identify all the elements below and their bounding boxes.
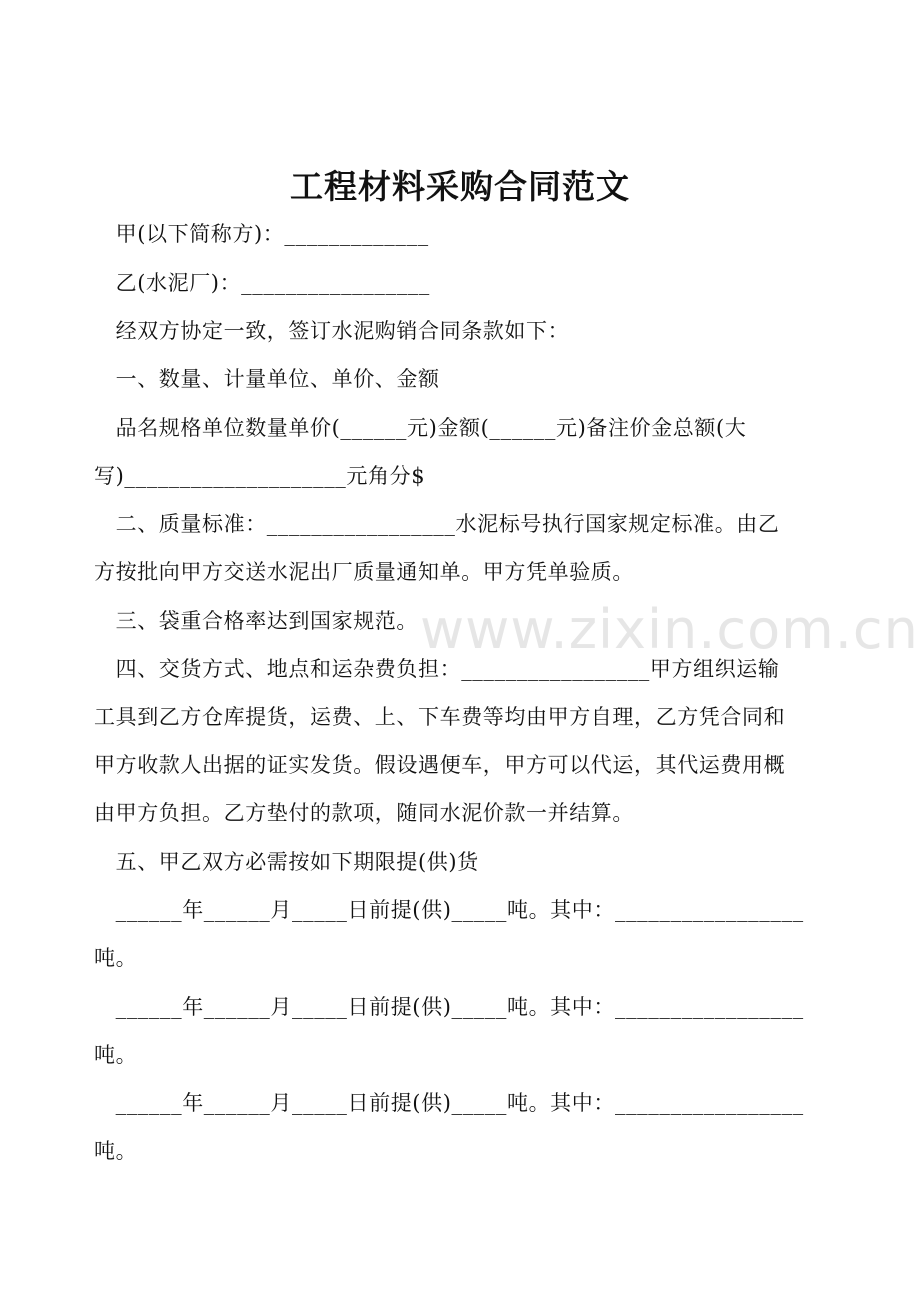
- party-b-line: 乙(水泥厂)：_________________: [94, 271, 430, 295]
- section-two-text-2: 方按批向甲方交送水泥出厂质量通知单。甲方凭单验质。: [94, 560, 634, 584]
- watermark: www.zixin.com.cn: [420, 598, 919, 661]
- section-one-text-2: 写)____________________元角分$: [94, 464, 426, 488]
- section-one-heading: 一、数量、计量单位、单价、金额: [94, 367, 440, 391]
- document-title: 工程材料采购合同范文: [290, 167, 630, 206]
- agreement-intro-line: 经双方协定一致，签订水泥购销合同条款如下：: [94, 319, 570, 343]
- delivery-schedule-3: ______年______月_____日前提(供)_____吨。其中：_________________: [94, 1091, 804, 1115]
- delivery-schedule-1-unit: 吨。: [94, 946, 138, 970]
- section-five-heading: 五、甲乙双方必需按如下期限提(供)货: [94, 850, 479, 874]
- section-four-text-3: 甲方收款人出据的证实发货。假设遇便车，甲方可以代运，其代运费用概: [94, 753, 786, 777]
- section-four-text-1: 四、交货方式、地点和运杂费负担：_________________甲方组织运输: [94, 657, 780, 681]
- delivery-schedule-2: ______年______月_____日前提(供)_____吨。其中：_________________: [94, 995, 804, 1019]
- section-three-text: 三、袋重合格率达到国家规范。: [94, 609, 418, 633]
- delivery-schedule-3-unit: 吨。: [94, 1139, 138, 1163]
- section-four-text-2: 工具到乙方仓库提货，运费、上、下车费等均由甲方自理，乙方凭合同和: [94, 705, 786, 729]
- party-a-line: 甲(以下简称方)：_____________: [94, 222, 429, 246]
- section-four-text-4: 由甲方负担。乙方垫付的款项，随同水泥价款一并结算。: [94, 801, 634, 825]
- delivery-schedule-2-unit: 吨。: [94, 1043, 138, 1067]
- delivery-schedule-1: ______年______月_____日前提(供)_____吨。其中：_________________: [94, 898, 804, 922]
- section-one-text-1: 品名规格单位数量单价(______元)金额(______元)备注价金总额(大: [94, 416, 747, 440]
- section-two-text-1: 二、质量标准：_________________水泥标号执行国家规定标准。由乙: [94, 512, 780, 536]
